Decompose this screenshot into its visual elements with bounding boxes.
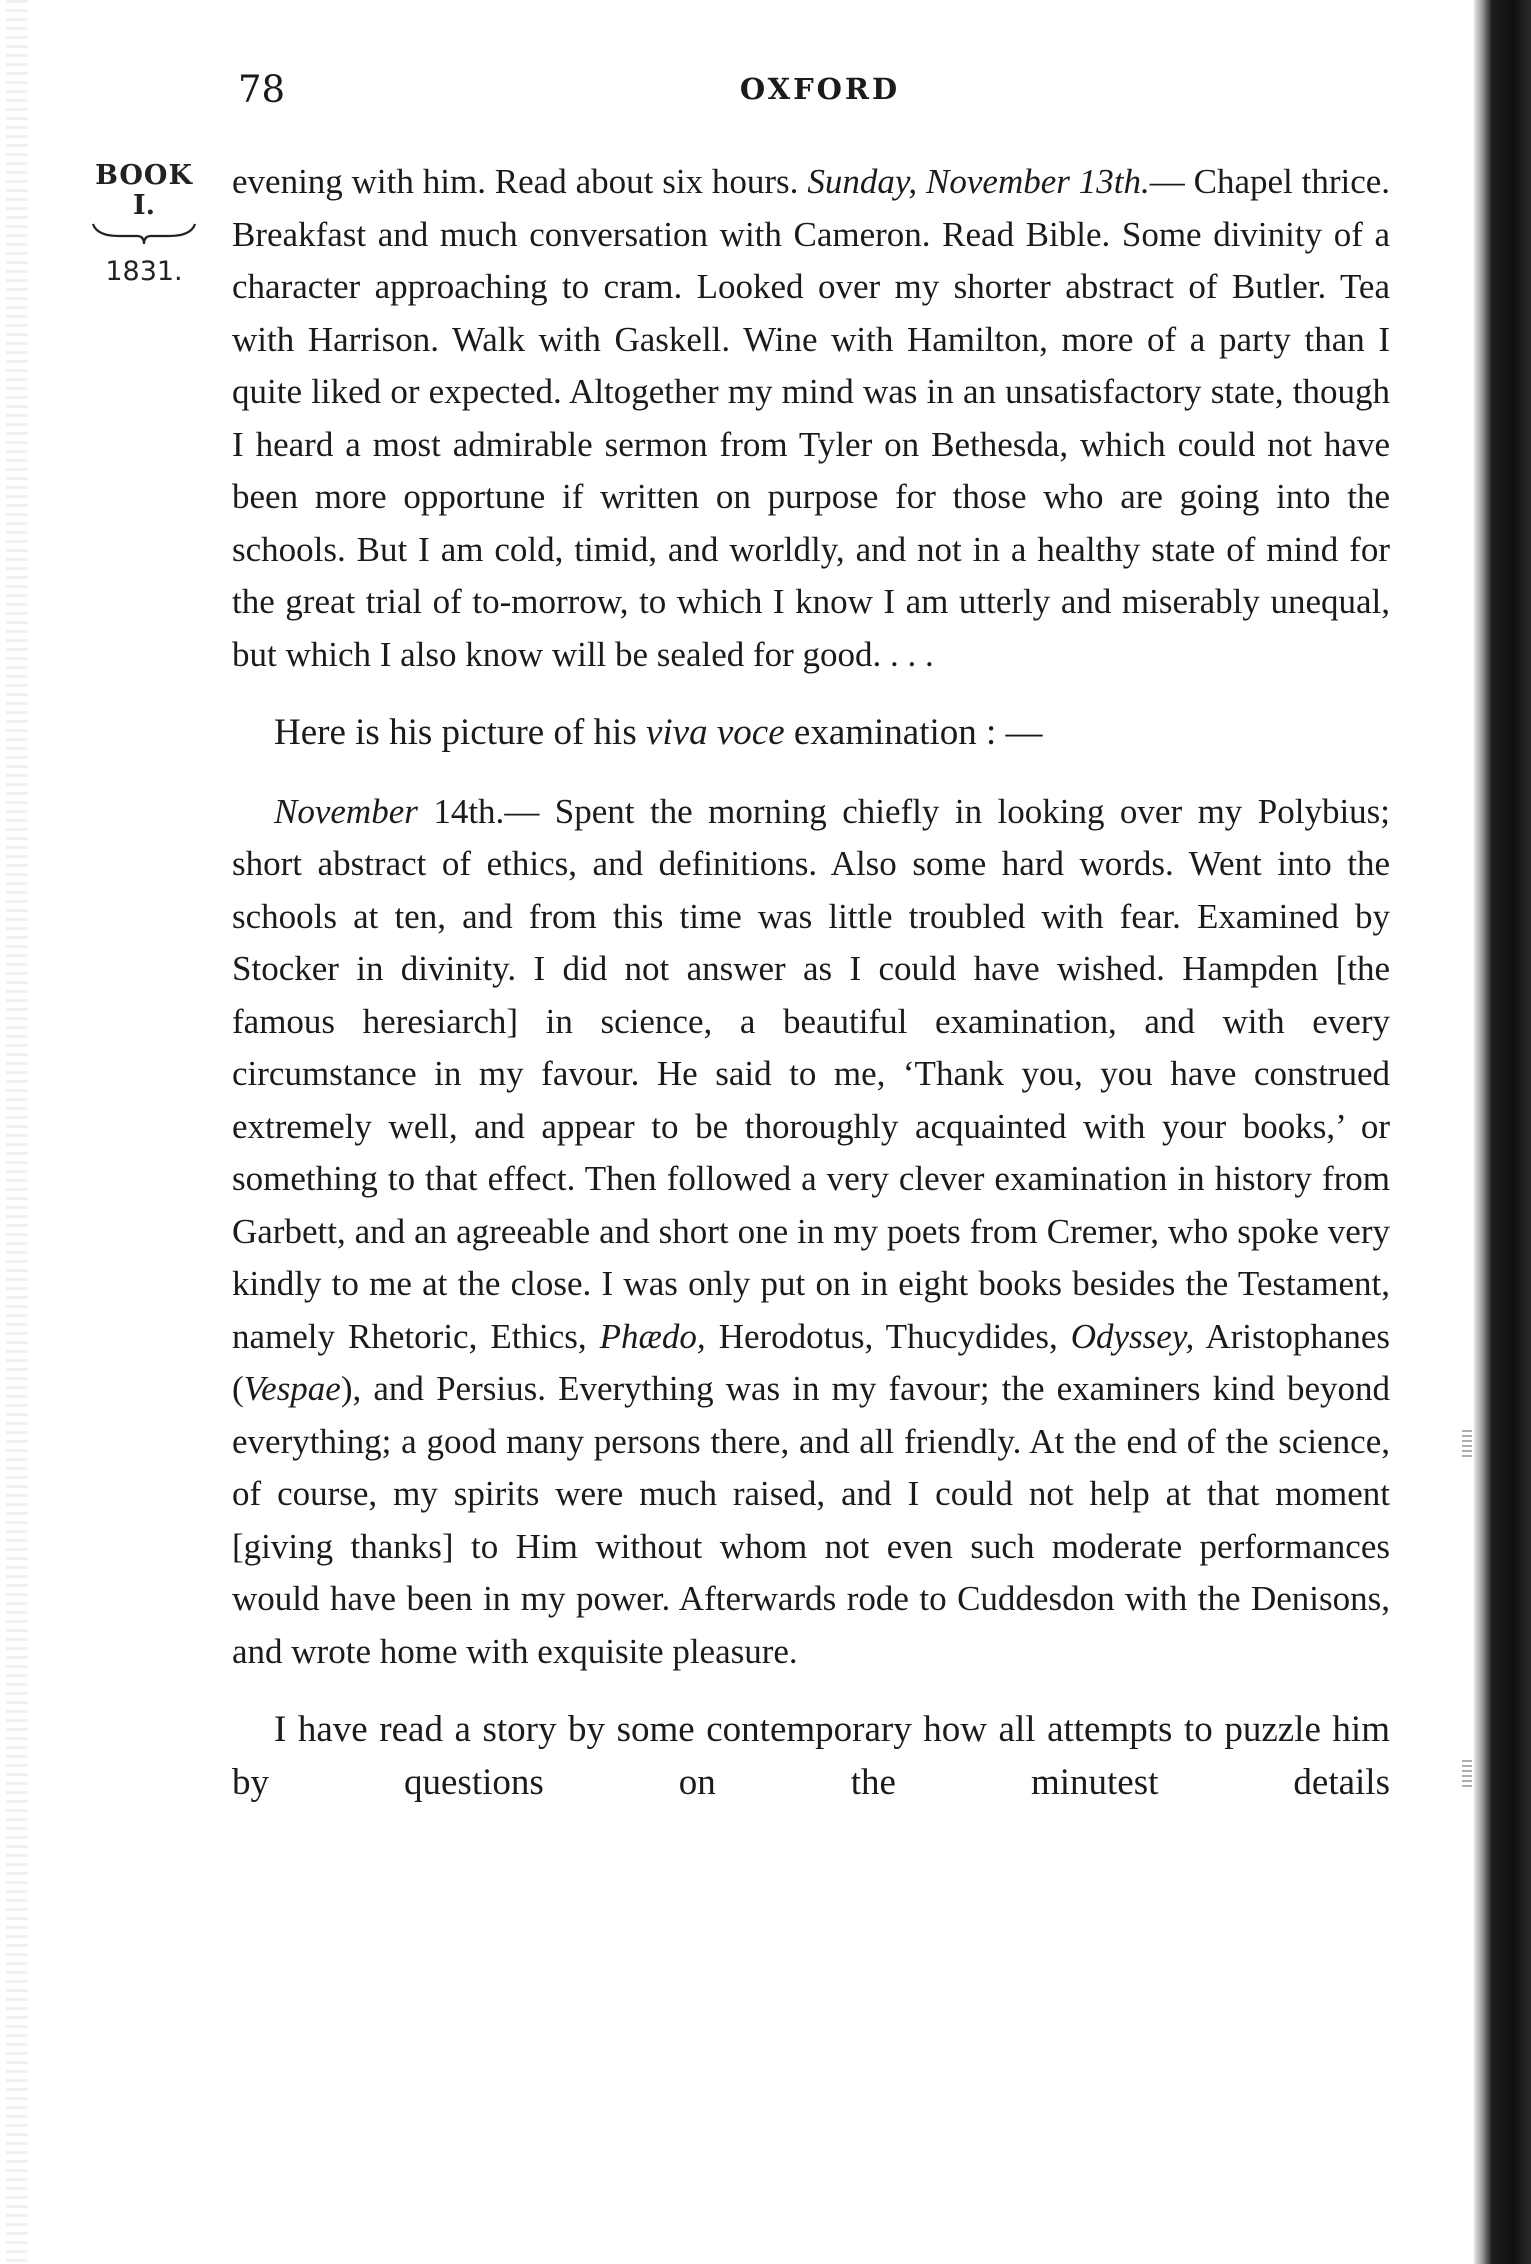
text-run: — Spent the morning chiefly in looking over my Polybius; short abstract of ethics, and definitions. Also some hard words. Went into the schools at ten, and from this time was little troubled with fear. Examined by Stocker in divinity. I did not answer as I could have wished. Hampden [the famous heresiarch] in science, a beautiful examination, and with every circumstance in my favour. He said to me, ‘Thank you, you have construed extremely well, and appear to be thoroughly acquainted with your books,’ or something to that effect. Then followed a very clever examination in history from Garbett, and an agreeable and short one in my poets from Cremer, who spoke very kindly to me at the close. I was only put on in eight books besides the Testament, namely Rhetoric, Ethics, [232, 791, 1391, 1356]
scan-speck [1462, 1760, 1472, 1788]
brace-icon [89, 220, 199, 246]
text-run: examination : — [793, 712, 1043, 753]
text-run: Herodotus, Thucydides, [718, 1316, 1058, 1356]
margin-year: 1831. [105, 256, 183, 287]
text-run: ), and Persius. Everything was in my favour; the examiners kind beyond everything; a good many persons there, and all friendly. At the end of the science, of course, my spirits were much raised, and I could not help at that moment [giving thanks] to Him without whom not even such moderate performances would have been in my power. Afterwards rode to Cuddesdon with the Denisons, and wrote home with exquisite pleasure. [232, 1369, 1390, 1671]
italic-title: Phædo, [599, 1316, 706, 1356]
text-run: Here is his picture of his [274, 712, 637, 753]
italic-phrase: viva voce [645, 712, 785, 753]
italic-date: 13th. [1078, 162, 1150, 201]
text-run: evening with him. Read about six hours. [232, 162, 799, 201]
page-number: 78 [238, 68, 286, 111]
main-text [232, 156, 1390, 1809]
page-header [0, 68, 1531, 128]
italic-date: November [274, 791, 418, 831]
margin-book: BOOK [95, 160, 193, 191]
italic-date: Sunday, November [807, 162, 1070, 201]
scan-edge-left [6, 0, 28, 2264]
italic-title: Odyssey, [1070, 1316, 1195, 1356]
paragraph-gap [232, 760, 1390, 786]
intro-line [232, 707, 1390, 760]
margin-note [84, 160, 204, 287]
text-run: 14th. [433, 791, 505, 831]
margin-volume: I. [132, 190, 156, 221]
paragraph-gap [232, 1678, 1390, 1704]
text-run: Aristophanes ( [232, 1316, 1391, 1408]
diary-entry-nov-14 [232, 786, 1390, 1679]
italic-title: Vespae [243, 1369, 341, 1408]
running-head: OXFORD [739, 72, 901, 106]
scan-speck [1462, 1430, 1472, 1458]
paragraph-gap [232, 681, 1390, 707]
scan-edge-right [1474, 0, 1531, 2264]
diary-entry-nov-13 [232, 156, 1390, 681]
closing-paragraph: I have read a story by some contemporary how all attempts to puzzle him by questions on the minutest details [232, 1709, 1390, 1803]
text-run: — Chapel thrice. Breakfast and much conversation with Cameron. Read Bible. Some divinity of a character approaching to cram. Looked over my shorter abstract of Butler. Tea with Harrison. Walk with Gaskell. Wine with Hamilton, more of a party than I quite liked or expected. Altogether my mind was in an unsatisfactory state, though I heard a most admirable sermon from Tyler on Bethesda, which could not have been more opportune if written on purpose for those who are going into the schools. But I am cold, timid, and worldly, and not in a healthy state of mind for the great trial of to-morrow, to which I know I am utterly and miserably unequal, but which I also know will be sealed for good. . . . [232, 162, 1391, 674]
